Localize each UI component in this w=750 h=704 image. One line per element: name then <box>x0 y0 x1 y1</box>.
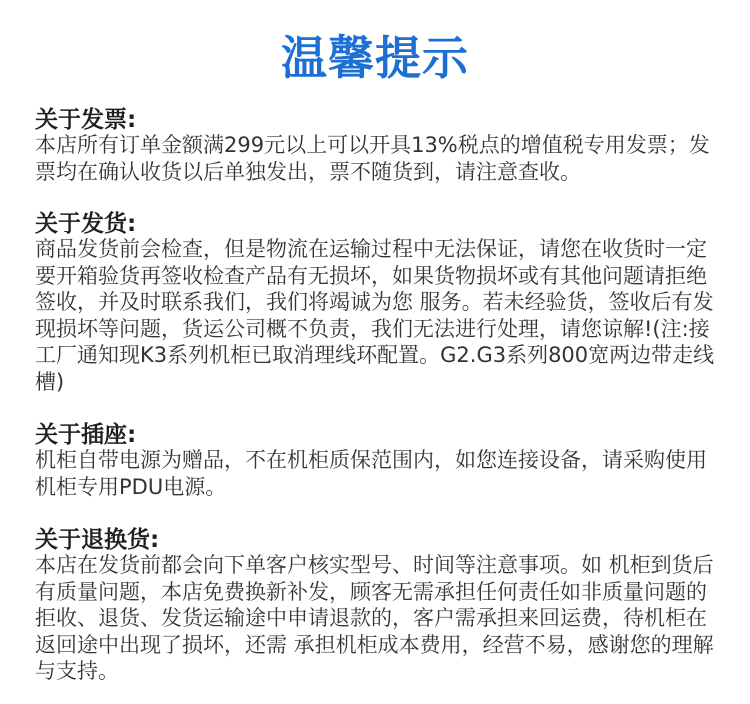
socket-text-line: 机柜自带电源为赠品，不在机柜质保范围内，如您连接设备，请采购使用 <box>35 448 707 472</box>
section-invoice <box>35 108 725 185</box>
shipping-text-line: 签收，并及时联系我们，我们将竭诚为您 服务。若未经验货，签收后有发 <box>35 290 714 314</box>
return-exchange-text-line: 返回途中出现了损坏，还需 承担机柜成本费用，经营不易，感谢您的理解 <box>35 632 714 657</box>
shipping-text-line: 现损坏等问题，货运公司概不负责，我们无法进行处理，请您谅解!(注:接 <box>35 316 710 341</box>
section-return-exchange <box>35 528 725 685</box>
return-exchange-text-line: 有质量问题，本店免费换新补发，顾客无需承担任何责任如非质量问题的 <box>35 579 707 604</box>
return-exchange-text-line: 本店在发货前都会向下单客户核实型号、时间等注意事项。如 机柜到货后 <box>35 553 714 577</box>
shipping-heading: 关于发货: <box>35 211 137 237</box>
return-exchange-text-line: 拒收、退货、发货运输途中申请退款的，客户需承担来回运费，待机柜在 <box>35 606 707 630</box>
shipping-text-line: 槽) <box>35 369 65 394</box>
shipping-text-line: 商品发货前会检查，但是物流在运输过程中无法保证，请您在收货时一定 <box>35 237 707 261</box>
section-shipping <box>35 212 725 395</box>
return-exchange-heading: 关于退换货: <box>35 527 160 553</box>
shipping-text-line: 要开箱验货再签收检查产品有无损坏，如果货物损坏或有其他问题请拒绝 <box>35 263 707 288</box>
invoice-text-line: 票均在确认收货以后单独发出，票不随货到，请注意查收。 <box>35 159 581 184</box>
socket-text-line: 机柜专用PDU电源。 <box>35 474 227 499</box>
invoice-text-line: 本店所有订单金额满299元以上可以开具13%税点的增值税专用发票；发 <box>35 133 710 157</box>
invoice-heading: 关于发票: <box>35 107 137 133</box>
section-socket <box>35 423 725 500</box>
shipping-text-line: 工厂通知现K3系列机柜已取消理线环配置。G2.G3系列800宽两边带走线 <box>35 343 715 367</box>
socket-heading: 关于插座: <box>35 422 137 448</box>
page-title: 温馨提示 <box>281 31 469 85</box>
return-exchange-text-line: 与支持。 <box>35 659 119 683</box>
